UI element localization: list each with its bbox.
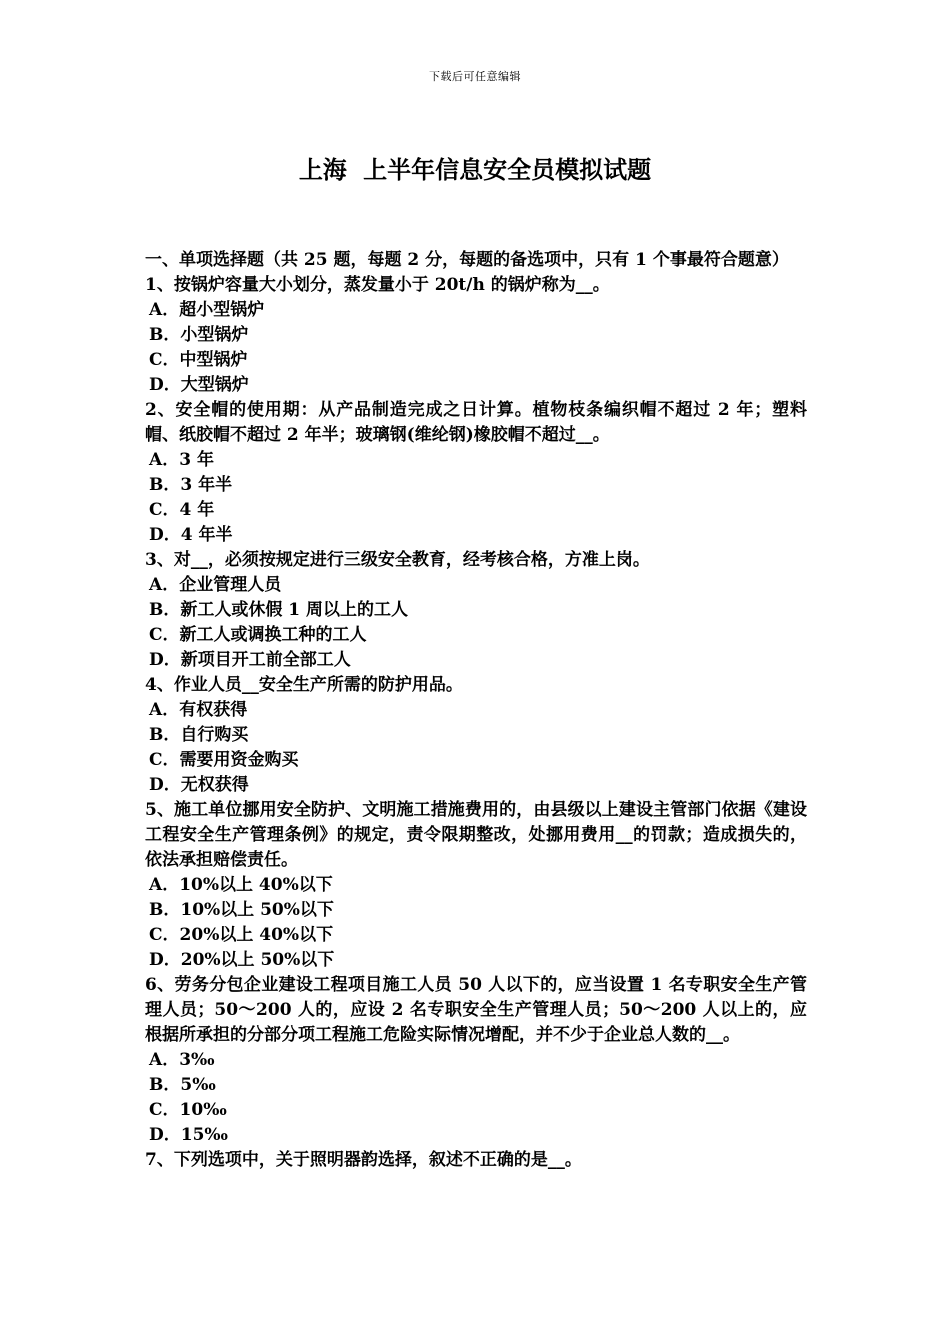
option-letter: A． (149, 575, 180, 595)
question-text: 4、作业人员__安全生产所需的防护用品。 (145, 675, 463, 695)
option-letter: A． (149, 300, 180, 320)
option-d (145, 523, 807, 548)
option-d (145, 948, 807, 973)
option-c (145, 498, 807, 523)
option-b (145, 898, 807, 923)
option-b (145, 723, 807, 748)
option-a (145, 573, 807, 598)
option-text: 有权获得 (179, 700, 248, 720)
option-letter: A． (149, 700, 180, 720)
option-c (145, 923, 807, 948)
option-letter: D． (149, 525, 181, 545)
option-text: 5‰ (180, 1075, 216, 1095)
question-text: 5、施工单位挪用安全防护、文明施工措施费用的，由县级以上建设主管部门依据《建设工程安全生产管理条例》的规定，责令限期整改，处挪用费用__的罚款；造成损失的，依法承担赔偿责任。 (145, 800, 807, 870)
option-text: 大型锅炉 (180, 375, 249, 395)
question-2 (145, 398, 807, 548)
question-text: 2、安全帽的使用期：从产品制造完成之日计算。植物枝条编织帽不超过 2 年；塑料帽、纸胶帽不超过 2 年半；玻璃钢(维纶钢)橡胶帽不超过__。 (145, 400, 807, 445)
option-c (145, 623, 807, 648)
option-letter: C． (149, 350, 180, 370)
page-title: 上海 上半年信息安全员模拟试题 (298, 155, 652, 184)
option-b (145, 323, 807, 348)
option-text: 需要用资金购买 (179, 750, 299, 770)
option-b (145, 473, 807, 498)
question-7 (145, 1148, 807, 1173)
option-text: 10‰ (179, 1100, 227, 1120)
option-letter: B． (149, 325, 181, 345)
option-letter: B． (149, 725, 181, 745)
option-letter: C． (149, 750, 180, 770)
option-letter: C． (149, 1100, 180, 1120)
option-text: 中型锅炉 (179, 350, 248, 370)
option-text: 企业管理人员 (179, 575, 282, 595)
option-text: 自行购买 (180, 725, 249, 745)
option-text: 3‰ (179, 1050, 215, 1070)
option-letter: D． (149, 375, 181, 395)
question-text: 1、按锅炉容量大小划分，蒸发量小于 20t/h 的锅炉称为__。 (145, 275, 610, 295)
option-d (145, 648, 807, 673)
option-c (145, 748, 807, 773)
option-a (145, 448, 807, 473)
option-a (145, 1048, 807, 1073)
option-letter: B． (149, 600, 181, 620)
option-letter: A． (149, 875, 180, 895)
question-5 (145, 798, 807, 973)
option-letter: D． (149, 650, 181, 670)
option-letter: D． (149, 1125, 181, 1145)
question-3 (145, 548, 807, 673)
question-text: 6、劳务分包企业建设工程项目施工人员 50 人以下的，应当设置 1 名专职安全生产管理人员；50～200 人的，应设 2 名专职安全生产管理人员；50～200 人以上的，应根据所承担的分部分项工程施工危险实际情况增配，并不少于企业总人数的__。 (145, 975, 807, 1045)
option-letter: C． (149, 625, 180, 645)
option-letter: B． (149, 1075, 181, 1095)
option-text: 10%以上 50%以下 (180, 900, 334, 920)
option-d (145, 1123, 807, 1148)
option-text: 无权获得 (180, 775, 249, 795)
question-4 (145, 673, 807, 798)
exam-content (145, 248, 807, 1173)
option-letter: C． (149, 925, 180, 945)
option-text: 4 年 (179, 500, 215, 520)
option-text: 4 年半 (180, 525, 233, 545)
option-a (145, 298, 807, 323)
question-text: 7、下列选项中，关于照明器韵选择，叙述不正确的是__。 (145, 1150, 582, 1170)
option-text: 小型锅炉 (180, 325, 249, 345)
option-c (145, 1098, 807, 1123)
question-1 (145, 273, 807, 398)
question-text: 3、对__，必须按规定进行三级安全教育，经考核合格，方准上岗。 (145, 550, 650, 570)
header-note: 下载后可任意编辑 (429, 70, 521, 83)
option-a (145, 873, 807, 898)
section-heading: 一、单项选择题（共 25 题，每题 2 分，每题的备选项中，只有 1 个事最符合题意） (145, 250, 789, 270)
option-text: 20%以上 40%以下 (179, 925, 334, 945)
option-text: 新工人或休假 1 周以上的工人 (180, 600, 409, 620)
question-6 (145, 973, 807, 1148)
option-text: 15‰ (180, 1125, 228, 1145)
option-c (145, 348, 807, 373)
option-letter: C． (149, 500, 180, 520)
option-text: 新工人或调换工种的工人 (179, 625, 367, 645)
option-text: 10%以上 40%以下 (179, 875, 333, 895)
option-b (145, 598, 807, 623)
option-text: 3 年 (179, 450, 214, 470)
option-text: 新项目开工前全部工人 (180, 650, 351, 670)
option-text: 超小型锅炉 (179, 300, 265, 320)
option-letter: D． (149, 950, 181, 970)
option-d (145, 773, 807, 798)
option-letter: B． (149, 900, 181, 920)
option-a (145, 698, 807, 723)
option-text: 3 年半 (180, 475, 233, 495)
option-text: 20%以上 50%以下 (180, 950, 335, 970)
option-b (145, 1073, 807, 1098)
option-letter: A． (149, 450, 180, 470)
option-d (145, 373, 807, 398)
option-letter: D． (149, 775, 181, 795)
option-letter: A． (149, 1050, 180, 1070)
option-letter: B． (149, 475, 181, 495)
